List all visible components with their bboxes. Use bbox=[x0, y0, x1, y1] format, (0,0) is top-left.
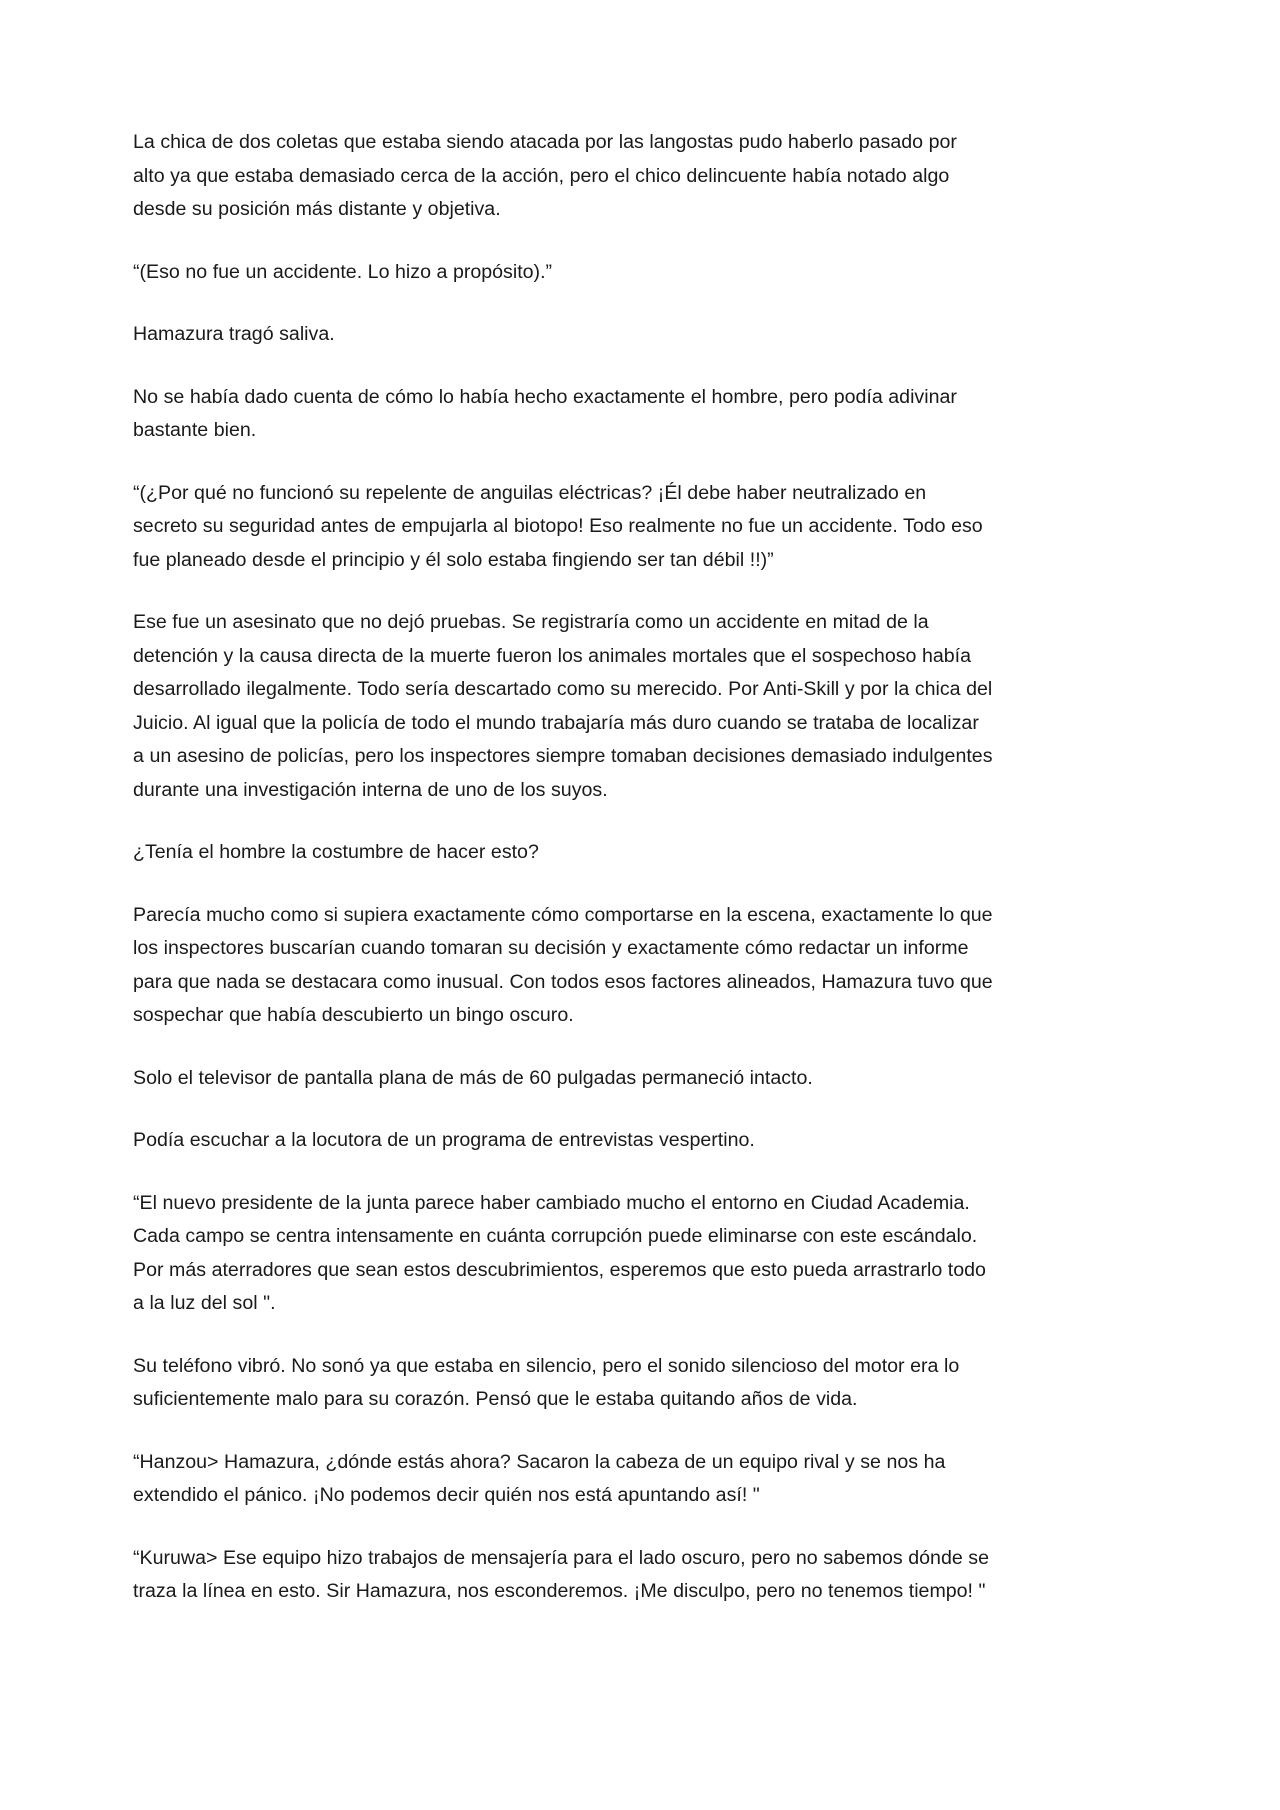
paragraph: Podía escuchar a la locutora de un programa de entrevistas vespertino. bbox=[133, 1129, 755, 1151]
paragraph: “Hanzou> Hamazura, ¿dónde estás ahora? Sacaron la cabeza de un equipo rival y se nos ha extendido el pánico. ¡No podemos decir quién nos está apuntando así! " bbox=[133, 1450, 946, 1506]
paragraph: No se había dado cuenta de cómo lo había hecho exactamente el hombre, pero podía adivinar bastante bien. bbox=[133, 385, 957, 441]
paragraph: ¿Tenía el hombre la costumbre de hacer esto? bbox=[133, 841, 539, 863]
document-body bbox=[133, 126, 993, 1609]
paragraph: “(Eso no fue un accidente. Lo hizo a propósito).” bbox=[133, 260, 553, 283]
paragraph: Solo el televisor de pantalla plana de más de 60 pulgadas permaneció intacto. bbox=[133, 1066, 813, 1089]
paragraph: “Kuruwa> Ese equipo hizo trabajos de mensajería para el lado oscuro, pero no sabemos dónde se traza la línea en esto. Sir Hamazura, nos esconderemos. ¡Me disculpo, pero no tenemos tiempo! " bbox=[133, 1546, 989, 1602]
paragraph: Parecía mucho como si supiera exactamente cómo comportarse en la escena, exactamente lo que los inspectores buscarían cuando tomaran su decisión y exactamente cómo redactar un informe para que nada se destacara como inusual. Con todos esos factores alineados, Hamazura tuvo que sospechar que había descubierto un bingo oscuro. bbox=[133, 903, 993, 1026]
paragraph: Ese fue un asesinato que no dejó pruebas. Se registraría como un accidente en mitad de la detención y la causa directa de la muerte fueron los animales mortales que el sospechoso había desarrollado ilegalmente. Todo sería descartado como su merecido. Por Anti-Skill y por la chica del Juicio. Al igual que la policía de todo el mundo trabajaría más duro cuando se trataba de localizar a un asesino de policías, pero los inspectores siempre tomaban decisiones demasiado indulgentes durante una investigación interna de uno de los suyos. bbox=[133, 611, 993, 801]
paragraph: Su teléfono vibró. No sonó ya que estaba en silencio, pero el sonido silencioso del motor era lo suficientemente malo para su corazón. Pensó que le estaba quitando años de vida. bbox=[133, 1354, 960, 1410]
paragraph: “(¿Por qué no funcionó su repelente de anguilas eléctricas? ¡Él debe haber neutralizado en secreto su seguridad antes de empujarla al biotopo! Eso realmente no fue un accidente. Todo eso fue planeado desde el principio y él solo estaba fingiendo ser tan débil !!)” bbox=[133, 481, 983, 571]
paragraph: La chica de dos coletas que estaba siendo atacada por las langostas pudo haberlo pasado por alto ya que estaba demasiado cerca de la acción, pero el chico delincuente había notado algo desde su posición más distante y objetiva. bbox=[133, 131, 957, 220]
paragraph: Hamazura tragó saliva. bbox=[133, 323, 335, 345]
paragraph: “El nuevo presidente de la junta parece haber cambiado mucho el entorno en Ciudad Academia. Cada campo se centra intensamente en cuánta corrupción puede eliminarse con este escándalo. Por más aterradores que sean estos descubrimientos, esperemos que esto pueda arrastrarlo todo a la luz del sol ". bbox=[133, 1191, 986, 1314]
